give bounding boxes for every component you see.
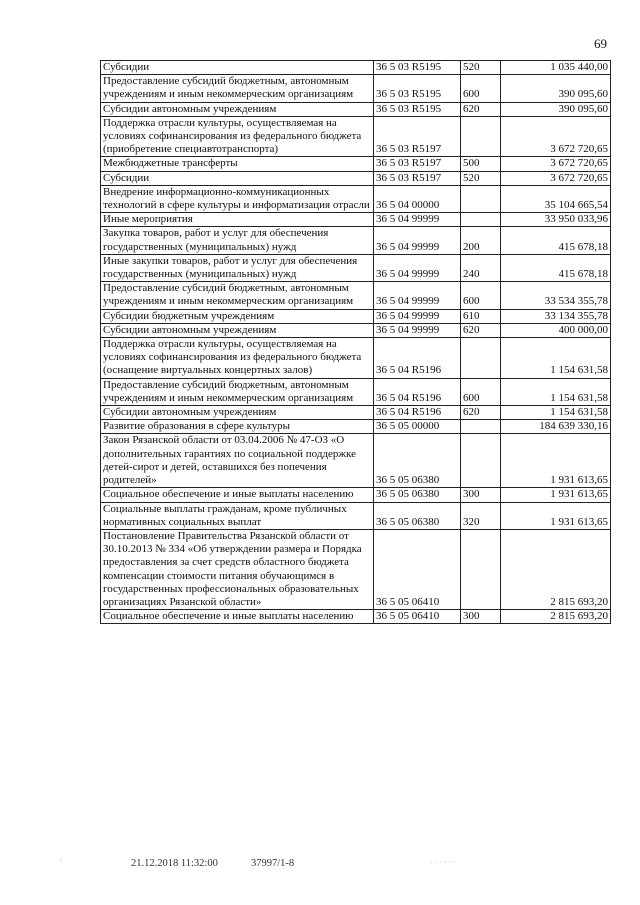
cell-name: Межбюджетные трансферты — [101, 157, 374, 171]
cell-vr — [461, 420, 501, 434]
table-row — [101, 420, 611, 434]
table-row — [101, 171, 611, 185]
cell-sum: 390 095,60 — [501, 102, 611, 116]
table-row — [101, 323, 611, 337]
table-row — [101, 488, 611, 502]
cell-sum: 3 672 720,65 — [501, 171, 611, 185]
cell-name: Социальное обеспечение и иные выплаты населению — [101, 610, 374, 624]
table-row — [101, 502, 611, 529]
cell-code: 36 5 04 R5196 — [374, 338, 461, 379]
cell-sum: 3 672 720,65 — [501, 157, 611, 171]
cell-code: 36 5 04 99999 — [374, 323, 461, 337]
cell-code: 36 5 04 99999 — [374, 282, 461, 309]
cell-code: 36 5 03 R5197 — [374, 157, 461, 171]
page-number: 69 — [594, 36, 607, 51]
cell-sum: 1 154 631,58 — [501, 378, 611, 405]
footer-doc-id: 37997/1-8 — [251, 858, 295, 869]
cell-vr: 600 — [461, 378, 501, 405]
table-row — [101, 157, 611, 171]
table-row — [101, 406, 611, 420]
cell-name: Поддержка отрасли культуры, осуществляемая на условиях софинансирования из федерального бюджета (приобретение специавтотранспорта) — [101, 116, 374, 157]
cell-sum: 1 931 613,65 — [501, 502, 611, 529]
cell-name: Закон Рязанской области от 03.04.2006 № 47-ОЗ «О дополнительных гарантиях по социальной поддержке детей-сирот и детей, оставшихся без попечения родителей» — [101, 434, 374, 488]
cell-code: 36 5 03 R5197 — [374, 116, 461, 157]
table-row — [101, 282, 611, 309]
cell-code: 36 5 05 06410 — [374, 610, 461, 624]
cell-vr — [461, 213, 501, 227]
table-row — [101, 434, 611, 488]
scan-noise-mark: ·: — [58, 856, 63, 865]
table-row — [101, 610, 611, 624]
table-row — [101, 529, 611, 609]
cell-sum: 400 000,00 — [501, 323, 611, 337]
cell-vr: 500 — [461, 157, 501, 171]
cell-name: Иные закупки товаров, работ и услуг для обеспечения государственных (муниципальных) нужд — [101, 254, 374, 281]
cell-vr: 600 — [461, 282, 501, 309]
scan-noise-mark: · · · · · · — [430, 858, 456, 867]
cell-name: Субсидии — [101, 171, 374, 185]
cell-name: Субсидии — [101, 61, 374, 75]
cell-name: Субсидии бюджетным учреждениям — [101, 309, 374, 323]
cell-name: Предоставление субсидий бюджетным, автономным учреждениям и иным некоммерческим организациям — [101, 75, 374, 102]
cell-name: Иные мероприятия — [101, 213, 374, 227]
cell-vr: 620 — [461, 102, 501, 116]
cell-sum: 415 678,18 — [501, 227, 611, 254]
table-row — [101, 213, 611, 227]
cell-sum: 33 950 033,96 — [501, 213, 611, 227]
table-row — [101, 61, 611, 75]
footer-datetime: 21.12.2018 11:32:00 — [131, 858, 218, 869]
cell-sum: 3 672 720,65 — [501, 116, 611, 157]
cell-sum: 33 134 355,78 — [501, 309, 611, 323]
cell-vr: 240 — [461, 254, 501, 281]
cell-code: 36 5 04 R5196 — [374, 378, 461, 405]
cell-vr: 620 — [461, 323, 501, 337]
cell-sum: 1 931 613,65 — [501, 434, 611, 488]
cell-code: 36 5 03 R5195 — [374, 75, 461, 102]
cell-sum: 1 931 613,65 — [501, 488, 611, 502]
table-row — [101, 309, 611, 323]
cell-code: 36 5 05 06380 — [374, 502, 461, 529]
cell-vr: 300 — [461, 488, 501, 502]
cell-code: 36 5 04 99999 — [374, 309, 461, 323]
cell-code: 36 5 04 99999 — [374, 227, 461, 254]
cell-name: Субсидии автономным учреждениям — [101, 102, 374, 116]
cell-sum: 184 639 330,16 — [501, 420, 611, 434]
cell-code: 36 5 03 R5195 — [374, 102, 461, 116]
cell-vr: 520 — [461, 61, 501, 75]
cell-sum: 1 154 631,58 — [501, 406, 611, 420]
cell-vr: 600 — [461, 75, 501, 102]
table-row — [101, 102, 611, 116]
cell-vr: 300 — [461, 610, 501, 624]
cell-sum: 33 534 355,78 — [501, 282, 611, 309]
cell-vr — [461, 529, 501, 609]
cell-code: 36 5 03 R5197 — [374, 171, 461, 185]
cell-vr: 520 — [461, 171, 501, 185]
cell-code: 36 5 05 00000 — [374, 420, 461, 434]
table-row — [101, 75, 611, 102]
cell-name: Социальные выплаты гражданам, кроме публичных нормативных социальных выплат — [101, 502, 374, 529]
cell-code: 36 5 04 R5196 — [374, 406, 461, 420]
cell-sum: 1 035 440,00 — [501, 61, 611, 75]
cell-name: Поддержка отрасли культуры, осуществляемая на условиях софинансирования из федерального бюджета (оснащение виртуальных концертных залов) — [101, 338, 374, 379]
cell-vr — [461, 116, 501, 157]
cell-vr: 620 — [461, 406, 501, 420]
cell-name: Предоставление субсидий бюджетным, автономным учреждениям и иным некоммерческим организациям — [101, 378, 374, 405]
cell-sum: 415 678,18 — [501, 254, 611, 281]
cell-sum: 2 815 693,20 — [501, 529, 611, 609]
cell-name: Закупка товаров, работ и услуг для обеспечения государственных (муниципальных) нужд — [101, 227, 374, 254]
cell-vr — [461, 185, 501, 212]
cell-sum: 35 104 665,54 — [501, 185, 611, 212]
cell-vr: 200 — [461, 227, 501, 254]
budget-table-body — [101, 61, 611, 624]
cell-sum: 2 815 693,20 — [501, 610, 611, 624]
table-row — [101, 338, 611, 379]
cell-code: 36 5 04 00000 — [374, 185, 461, 212]
cell-sum: 390 095,60 — [501, 75, 611, 102]
cell-vr — [461, 434, 501, 488]
table-row — [101, 116, 611, 157]
table-row — [101, 227, 611, 254]
cell-name: Постановление Правительства Рязанской области от 30.10.2013 № 334 «Об утверждении размера и Порядка предоставления за счет средств областного бюджета компенсации стоимости питания обучающимся в государственных профессиональных образовательных организациях Рязанской области» — [101, 529, 374, 609]
budget-table — [100, 60, 611, 624]
cell-code: 36 5 04 99999 — [374, 213, 461, 227]
cell-code: 36 5 05 06380 — [374, 488, 461, 502]
cell-vr: 320 — [461, 502, 501, 529]
cell-name: Внедрение информационно-коммуникационных технологий в сфере культуры и информатизация отрасли — [101, 185, 374, 212]
cell-vr — [461, 338, 501, 379]
cell-name: Развитие образования в сфере культуры — [101, 420, 374, 434]
cell-vr: 610 — [461, 309, 501, 323]
cell-name: Субсидии автономным учреждениям — [101, 406, 374, 420]
cell-name: Социальное обеспечение и иные выплаты населению — [101, 488, 374, 502]
cell-code: 36 5 05 06410 — [374, 529, 461, 609]
table-row — [101, 185, 611, 212]
cell-code: 36 5 05 06380 — [374, 434, 461, 488]
cell-code: 36 5 03 R5195 — [374, 61, 461, 75]
cell-code: 36 5 04 99999 — [374, 254, 461, 281]
cell-name: Предоставление субсидий бюджетным, автономным учреждениям и иным некоммерческим организациям — [101, 282, 374, 309]
cell-name: Субсидии автономным учреждениям — [101, 323, 374, 337]
table-row — [101, 254, 611, 281]
table-row — [101, 378, 611, 405]
cell-sum: 1 154 631,58 — [501, 338, 611, 379]
